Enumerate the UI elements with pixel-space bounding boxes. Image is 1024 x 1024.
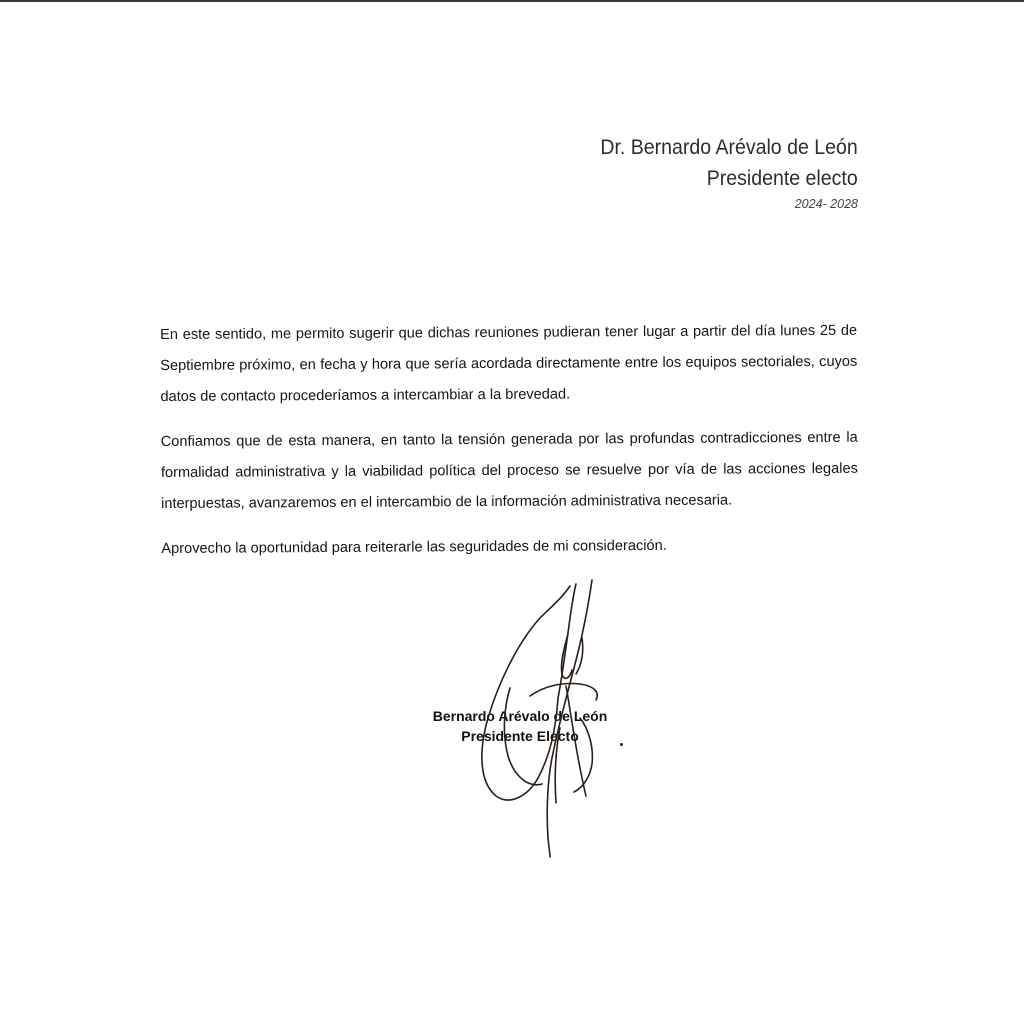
top-border-line [0, 0, 1024, 2]
stray-ink-dot [620, 743, 623, 746]
letterhead-term: 2024- 2028 [794, 197, 858, 211]
signature-block [380, 706, 660, 746]
body-paragraph-2: Confiamos que de esta manera, en tanto la tensión generada por las profundas contradicciones entre la formalidad administrativa y la viabilidad política del proceso se resuelve por vía de las acciones legales interpuestas, avanzaremos en el intercambio de la información administrativa necesaria. [160, 429, 858, 512]
closing-line: Aprovecho la oportunidad para reiterarle las seguridades de mi consideración. [161, 537, 667, 557]
letterhead-name: Dr. Bernardo Arévalo de León [600, 136, 858, 159]
letter-body [160, 316, 859, 579]
body-paragraph-1: En este sentido, me permito sugerir que dichas reuniones pudieran tener lugar a partir del día lunes 25 de Septiembre próximo, en fecha y hora que sería acordada directamente entre los equipos sectoriales, cuyos datos de contacto procederíamos a intercambiar a la brevedad. [160, 322, 858, 405]
letterhead [581, 132, 858, 212]
signer-title: Presidente Electo [461, 728, 579, 744]
letterhead-title: Presidente electo [707, 167, 858, 190]
signer-name: Bernardo Arévalo de León [432, 708, 608, 724]
